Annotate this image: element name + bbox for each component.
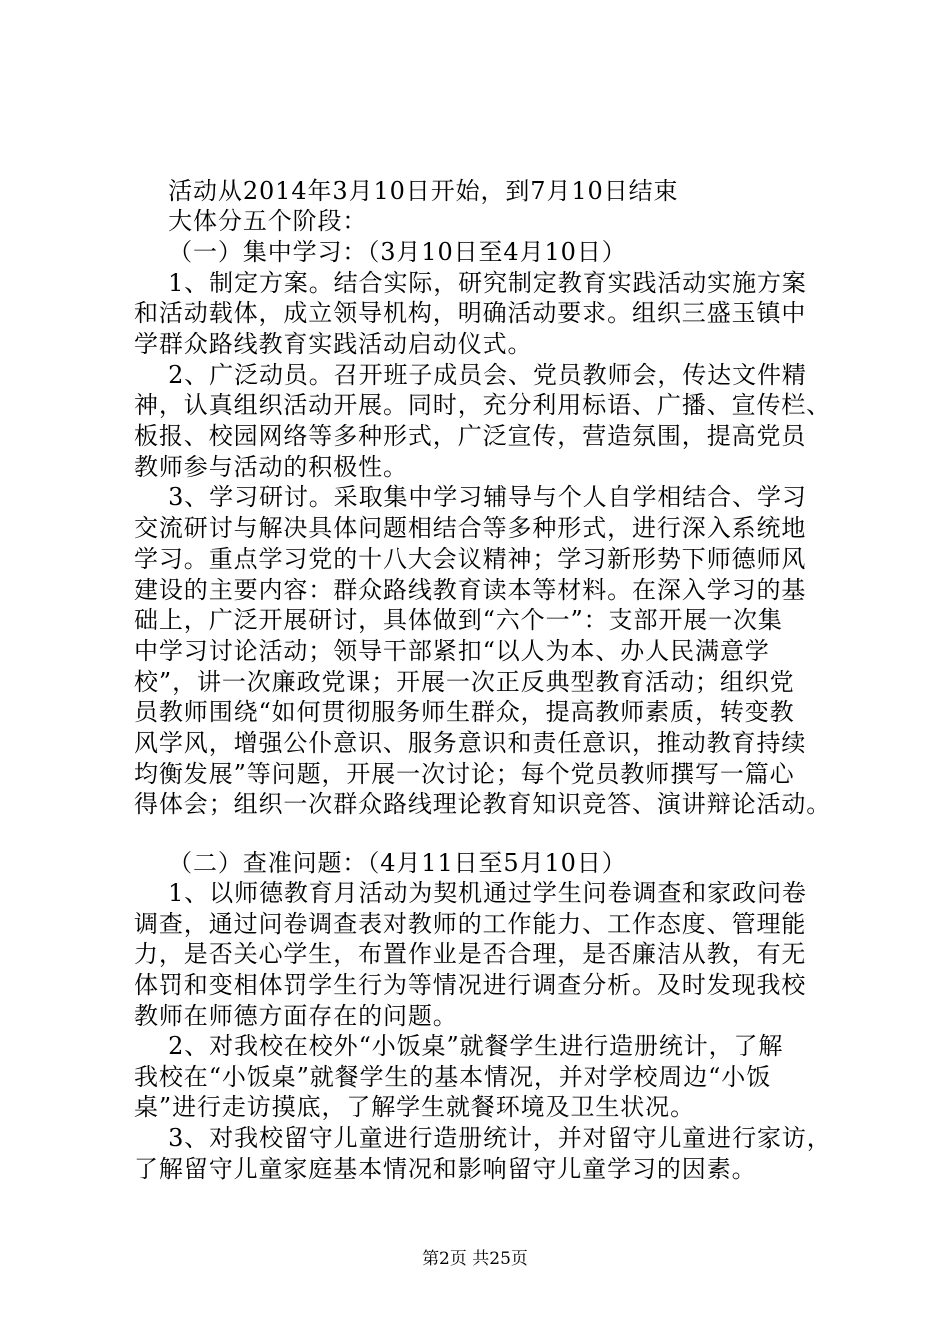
text-line: 2、广泛动员。召开班子成员会、党员教师会，传达文件精 (134, 361, 807, 389)
text-line: 础上，广泛开展研讨，具体做到“六个一”：支部开展一次集 (134, 606, 783, 634)
text-line: 大体分五个阶段： (134, 207, 368, 235)
text-line: 学习。重点学习党的十八大会议精神；学习新形势下师德师风 (134, 545, 807, 573)
text-line: 教师在师德方面存在的问题。 (134, 1002, 458, 1030)
text-line: 交流研讨与解决具体问题相结合等多种形式，进行深入系统地 (134, 514, 807, 542)
text-line: 力，是否关心学生，布置作业是否合理，是否廉洁从教，有无 (134, 940, 807, 968)
text-line: 校”，讲一次廉政党课；开展一次正反典型教育活动；组织党 (134, 668, 795, 696)
text-line: 2、对我校在校外“小饭桌”就餐学生进行造册统计，了解 (134, 1032, 784, 1060)
text-line: 学群众路线教育实践活动启动仪式。 (134, 330, 533, 358)
text-line: 桌”进行走访摸底，了解学生就餐环境及卫生状况。 (134, 1093, 695, 1121)
text-line: 建设的主要内容：群众路线教育读本等材料。在深入学习的基 (134, 576, 807, 604)
page-footer: 第2页 共25页 (422, 1249, 528, 1269)
text-line: 1、以师德教育月活动为契机通过学生问卷调查和家政问卷 (134, 879, 807, 907)
text-line: 3、对我校留守儿童进行造册统计，并对留守儿童进行家访， (134, 1124, 832, 1152)
text-line: 得体会；组织一次群众路线理论教育知识竞答、演讲辩论活动。 (134, 790, 832, 818)
text-line: 风学风，增强公仆意识、服务意识和责任意识，推动教育持续 (134, 729, 807, 757)
text-line: 了解留守儿童家庭基本情况和影响留守儿童学习的因素。 (134, 1155, 757, 1183)
text-line: 中学习讨论活动；领导干部紧扣“以人为本、办人民满意学 (134, 637, 770, 665)
text-line: 员教师围绕“如何贯彻服务师生群众，提高教师素质，转变教 (134, 698, 795, 726)
text-line: 调查，通过问卷调查表对教师的工作能力、工作态度、管理能 (134, 910, 807, 938)
text-line: 我校在“小饭桌”就餐学生的基本情况，并对学校周边“小饭 (134, 1063, 772, 1091)
text-line: 教师参与活动的积极性。 (134, 453, 408, 481)
text-line: 体罚和变相体罚学生行为等情况进行调查分析。及时发现我校 (134, 971, 807, 999)
text-line: 板报、校园网络等多种形式，广泛宣传，营造氛围，提高党员 (134, 422, 807, 450)
section-heading: （二）查准问题：（4月11日至5月10日） (134, 849, 627, 877)
text-line: 活动从2014年3月10日开始，到7月10日结束 (134, 177, 679, 205)
text-line: 神，认真组织活动开展。同时，充分利用标语、广播、宣传栏、 (134, 391, 832, 419)
text-line: 3、学习研讨。采取集中学习辅导与个人自学相结合、学习 (134, 483, 807, 511)
text-line: 和活动载体，成立领导机构，明确活动要求。组织三盛玉镇中 (134, 299, 807, 327)
text-line: 1、制定方案。结合实际，研究制定教育实践活动实施方案 (134, 269, 807, 297)
text-line: 均衡发展”等问题，开展一次讨论；每个党员教师撰写一篇心 (134, 760, 795, 788)
section-heading: （一）集中学习：（3月10日至4月10日） (134, 238, 627, 266)
